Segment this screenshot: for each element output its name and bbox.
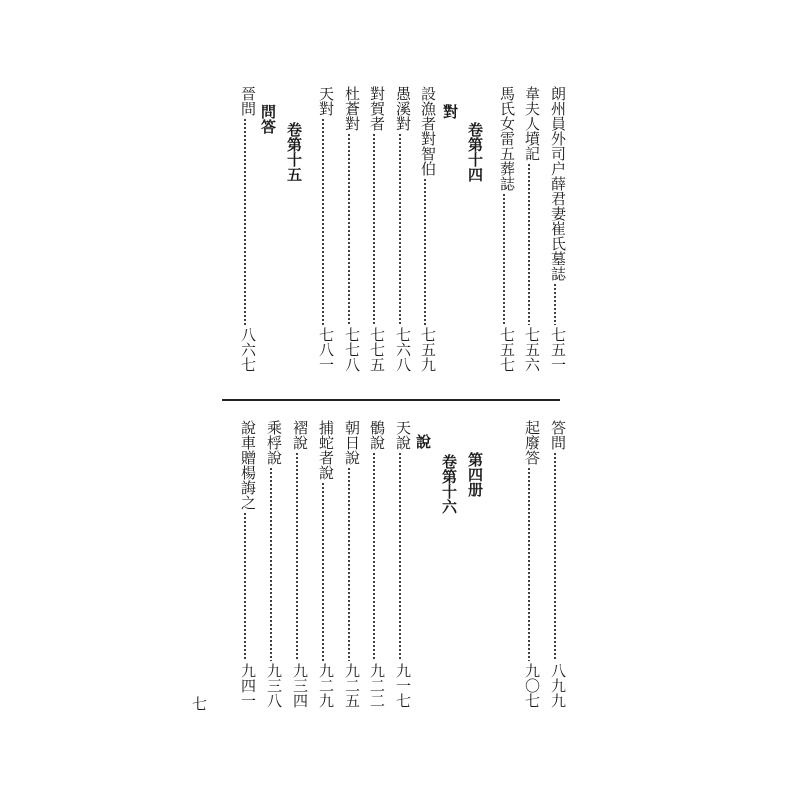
volume-heading: 卷第十六 [440, 454, 458, 514]
entry-page: 九四一 [239, 663, 257, 708]
entry-page: 七六八 [394, 327, 412, 372]
entry-title: 起廢答 [523, 420, 541, 465]
entry-title: 捕蛇者說 [317, 420, 335, 480]
entry-title: 朝日說 [343, 420, 361, 465]
entry-page: 七七八 [343, 327, 361, 372]
toc-entry [312, 86, 334, 372]
leader-dots [544, 452, 566, 661]
entry-title: 褶說 [291, 420, 309, 450]
entry-page: 七五九 [419, 327, 437, 372]
entry-title: 愚溪對 [394, 86, 412, 131]
entry-page: 九〇七 [523, 663, 541, 708]
leader-dots [338, 467, 360, 661]
toc-entry [338, 86, 360, 372]
toc-entry [544, 86, 566, 372]
entry-page: 七八一 [317, 327, 335, 372]
leader-dots [518, 467, 540, 661]
entry-page: 九一七 [394, 663, 412, 708]
section-heading: 說 [414, 434, 432, 449]
entry-title: 答問 [549, 420, 567, 450]
toc-entry [312, 420, 334, 708]
leader-dots [234, 512, 256, 661]
section-heading: 對 [441, 104, 459, 119]
toc-entry [338, 420, 360, 708]
leader-dots [389, 452, 411, 661]
toc-entry [260, 420, 282, 708]
entry-title: 天說 [394, 420, 412, 450]
entry-page: 七七五 [368, 327, 386, 372]
entry-page: 九二五 [343, 663, 361, 708]
leader-dots [493, 193, 515, 325]
entry-title: 晉問 [239, 86, 257, 116]
leader-dots [518, 163, 540, 325]
entry-page: 八九九 [549, 663, 567, 708]
leader-dots [363, 133, 385, 325]
entry-title: 韋夫人墳記 [523, 86, 541, 161]
toc-entry [544, 420, 566, 708]
toc-entry [363, 420, 385, 708]
leader-dots [389, 133, 411, 325]
entry-title: 天對 [317, 86, 335, 116]
leader-dots [414, 178, 436, 325]
entry-page: 九二二 [368, 663, 386, 708]
toc-entry [286, 420, 308, 708]
volume-heading: 卷第十五 [285, 122, 303, 182]
toc-entry [234, 420, 256, 708]
divider-rule [222, 399, 560, 401]
leader-dots [363, 452, 385, 661]
toc-entry [363, 86, 385, 372]
toc-entry [518, 86, 540, 372]
entry-page: 九二九 [317, 663, 335, 708]
entry-title: 杜蒼對 [343, 86, 361, 131]
toc-entry [234, 86, 256, 372]
entry-page: 八六七 [239, 327, 257, 372]
entry-title: 對賀者 [368, 86, 386, 131]
volume-heading: 卷第十四 [466, 122, 484, 182]
entry-title: 設漁者對智伯 [419, 86, 437, 176]
page-number: 七 [192, 695, 208, 713]
leader-dots [312, 482, 334, 661]
leader-dots [260, 467, 282, 661]
entry-title: 說車贈楊誨之 [239, 420, 257, 510]
entry-title: 鶻說 [368, 420, 386, 450]
entry-title: 乘桴說 [265, 420, 283, 465]
entry-page: 九三四 [291, 663, 309, 708]
volume-heading: 第四册 [466, 452, 484, 497]
leader-dots [312, 118, 334, 325]
toc-entry [414, 86, 436, 372]
toc-entry [518, 420, 540, 708]
entry-title: 馬氏女雷五葬誌 [498, 86, 516, 191]
entry-page: 七五一 [549, 327, 567, 372]
leader-dots [234, 118, 256, 325]
toc-entry [389, 86, 411, 372]
toc-entry [493, 86, 515, 372]
entry-page: 七五六 [523, 327, 541, 372]
toc-entry [389, 420, 411, 708]
leader-dots [338, 133, 360, 325]
section-heading: 問答 [259, 104, 277, 134]
entry-page: 七五七 [498, 327, 516, 372]
leader-dots [544, 283, 566, 325]
entry-title: 朗州員外司户薛君妻崔氏墓誌 [549, 86, 567, 281]
entry-page: 九三八 [265, 663, 283, 708]
leader-dots [286, 452, 308, 661]
